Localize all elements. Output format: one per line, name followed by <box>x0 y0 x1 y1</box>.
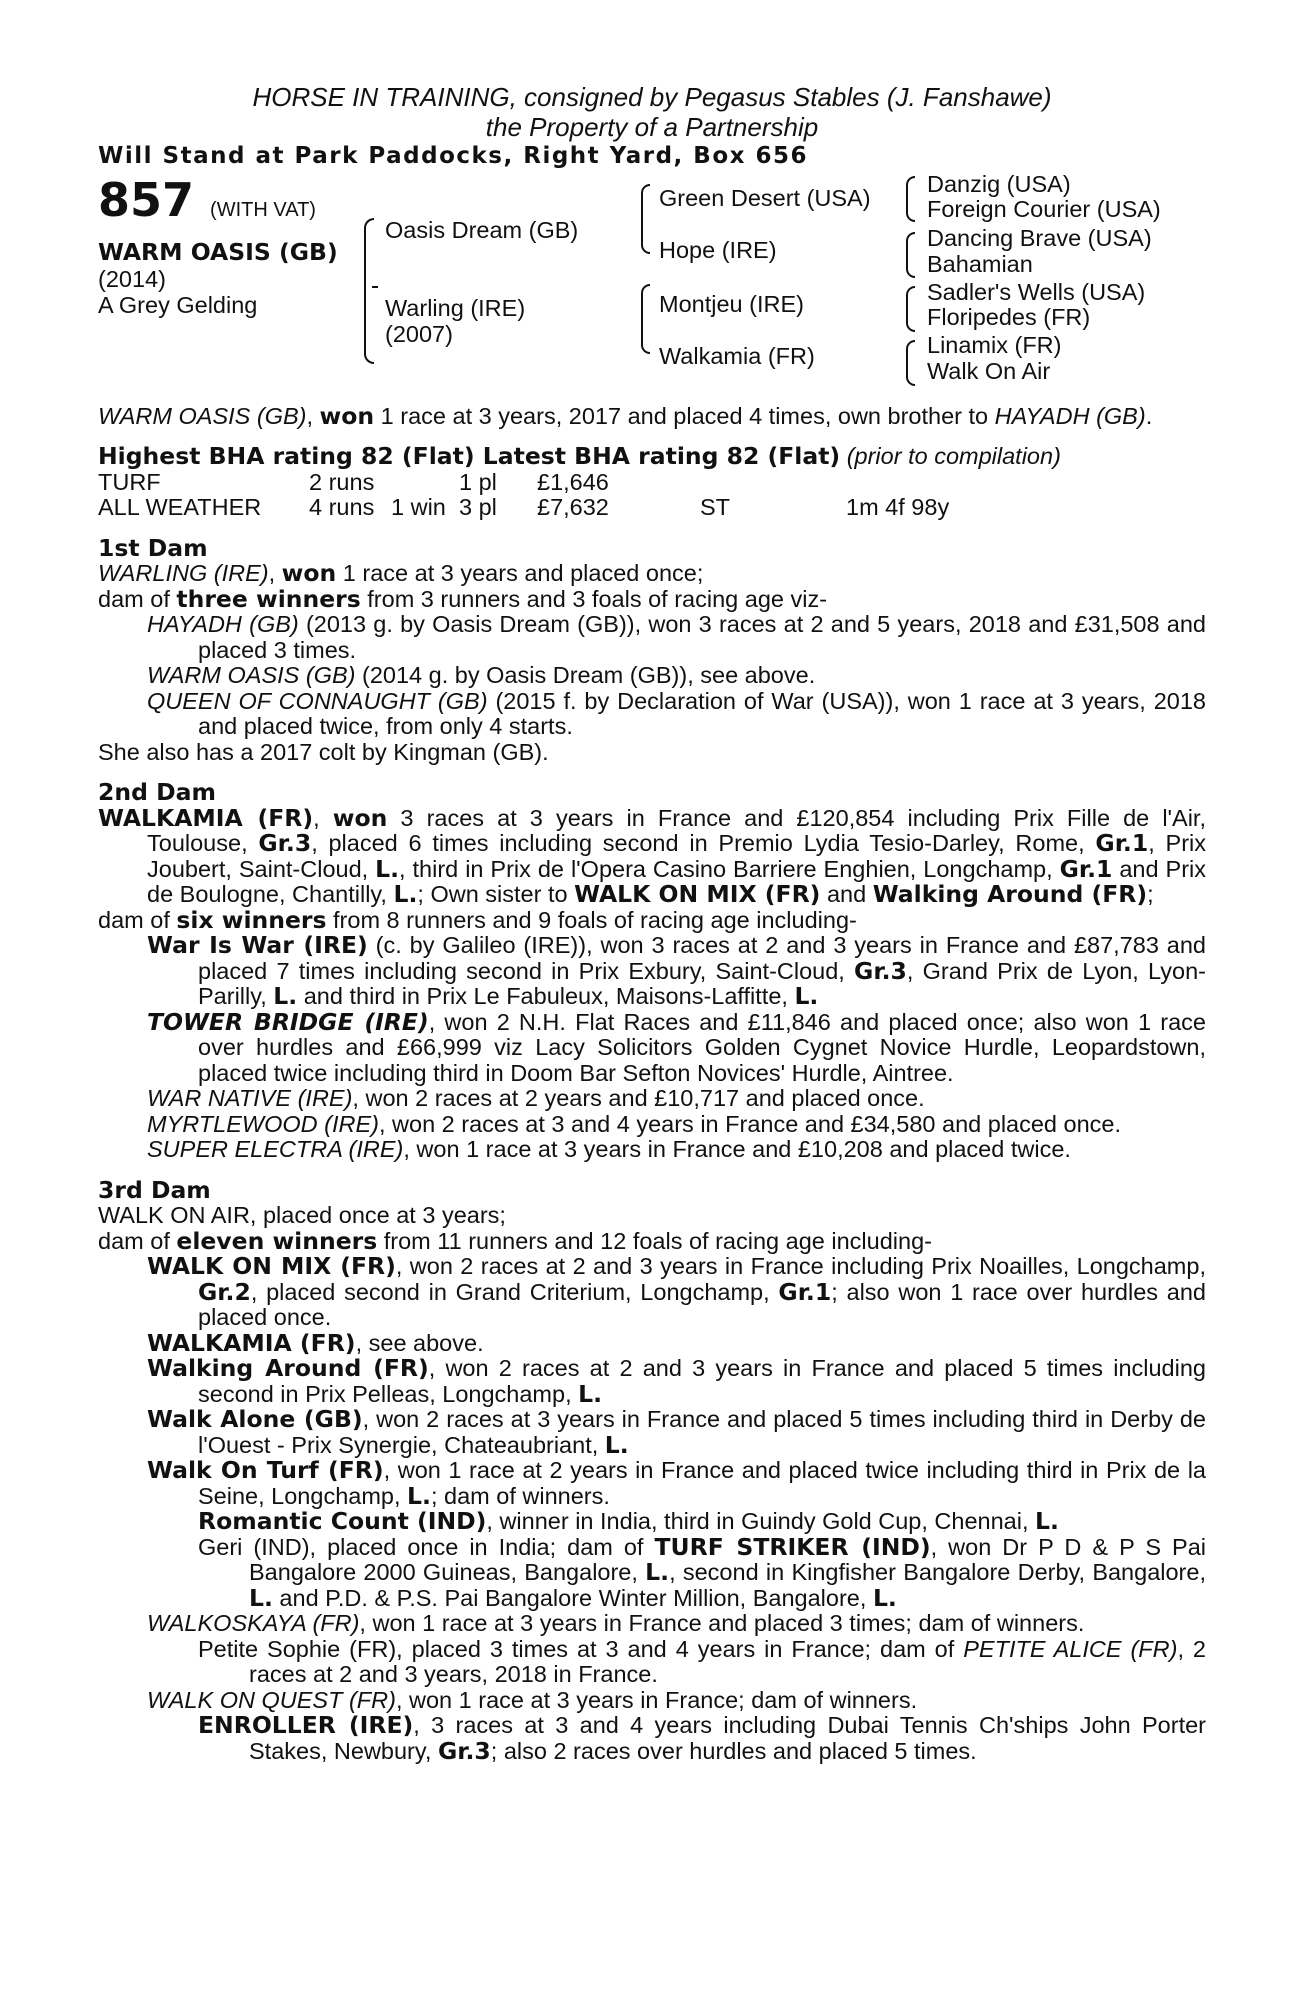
race-record-table <box>98 470 949 521</box>
horse-year: (2014) <box>98 265 166 292</box>
dam3-produce: dam of eleven winners from 11 runners and 12 foals of racing age including- <box>98 1226 932 1255</box>
sire-bracket-bottom <box>641 218 650 254</box>
section-heading: 1st Dam <box>98 533 208 562</box>
dam: Warling (IRE) <box>385 294 526 321</box>
vat-note: (WITH VAT) <box>210 198 316 221</box>
list-item: Petite Sophie (FR), placed 3 times at 3 and 4 years in France; dam of PETITE ALICE (FR), 2 races at 2 and 3 years, 2018 in France. <box>198 1635 1207 1687</box>
list-item: WAR NATIVE (IRE), won 2 races at 2 years and £10,717 and placed once. <box>147 1085 925 1111</box>
gen3-bracket-2 <box>906 232 915 256</box>
list-item: MYRTLEWOOD (IRE), won 2 races at 3 and 4 years in France and £34,580 and placed once. <box>147 1110 1122 1137</box>
dam1-produce: dam of three winners from 3 runners and 3 foals of racing age viz- <box>98 584 828 613</box>
property-line: the Property of a Partnership <box>485 112 819 142</box>
gen3-dsd: Floripedes (FR) <box>927 303 1091 330</box>
list-item: WALK ON QUEST (FR), won 1 race at 3 years in France; dam of winners. <box>147 1686 918 1713</box>
gen3-dds: Linamix (FR) <box>927 331 1062 358</box>
rating-section <box>98 444 1206 521</box>
list-item: Romantic Count (IND), winner in India, third in Guindy Gold Cup, Chennai, L. <box>198 1507 1059 1535</box>
list-item: War Is War (IRE) (c. by Galileo (IRE)), won 3 races at 2 and 3 years in France and £87,783 and placed 7 times including second in Prix Exbury, Saint-Cloud, Gr.3, Grand Prix de Lyon, Lyon-Parilly, L. and third in Prix Le Fabuleux, Maisons-Laffitte, L. <box>147 931 1206 1010</box>
gen3-ssd: Foreign Courier (USA) <box>927 195 1161 222</box>
list-item: SUPER ELECTRA (IRE), won 1 race at 3 years in France and £10,208 and placed twice. <box>147 1136 1071 1162</box>
list-item: WALKAMIA (FR), see above. <box>147 1328 484 1357</box>
dam-bracket-bottom <box>641 318 650 354</box>
third-dam-section <box>98 1175 1207 1765</box>
sire-sire: Green Desert (USA) <box>659 184 871 211</box>
list-item: HAYADH (GB) (2013 g. by Oasis Dream (GB)), won 3 races at 2 and 5 years, 2018 and £31,508 and placed 3 times. <box>147 611 1206 663</box>
second-dam-section <box>98 780 1206 1163</box>
gen3-bracket-4 <box>906 340 915 364</box>
first-dam-section <box>98 533 1207 766</box>
horse-name: WARM OASIS (GB) <box>98 237 338 266</box>
table-row: TURF 2 runs 1 pl £1,646 <box>98 468 609 495</box>
dam-dam: Walkamia (FR) <box>659 342 815 369</box>
gen3-sds: Dancing Brave (USA) <box>927 224 1152 251</box>
list-item: WALK ON MIX (FR), won 2 races at 2 and 3 years in France including Prix Noailles, Longchamp, Gr.2, placed second in Grand Criterium, Longchamp, Gr.1; also won 1 race over hurdles and placed once. <box>147 1252 1206 1330</box>
gen3-bracket-4b <box>906 362 915 386</box>
list-item: WARM OASIS (GB) (2014 g. by Oasis Dream (GB)), see above. <box>147 662 816 688</box>
dam-sire: Montjeu (IRE) <box>659 290 804 317</box>
list-item: TOWER BRIDGE (IRE), won 2 N.H. Flat Races and £11,846 and placed once; also won 1 race over hurdles and £66,999 viz Lacy Solicitors Golden Cygnet Novice Hurdle, Leopardstown, placed twice including third in Doom Bar Sefton Novices' Hurdle, Aintree. <box>147 1007 1206 1086</box>
gen3-sss: Danzig (USA) <box>927 170 1071 197</box>
lot-number: 857 (WITH VAT) <box>98 172 316 227</box>
list-item: WALKOSKAYA (FR), won 1 race at 3 years in France and placed 3 times; dam of winners. <box>147 1610 1085 1636</box>
horse-description: A Grey Gelding <box>98 291 258 318</box>
sire-bracket-top <box>641 184 650 220</box>
pedigree-bracket-top <box>364 218 374 292</box>
dam3-record: WALK ON AIR, placed once at 3 years; <box>98 1202 506 1228</box>
gen3-bracket-1 <box>906 176 915 200</box>
consignor-line: HORSE IN TRAINING, consigned by Pegasus Stables (J. Fanshawe) <box>252 82 1052 112</box>
dam1-record: WARLING (IRE), won 1 race at 3 years and placed once; <box>98 559 704 587</box>
list-item: ENROLLER (IRE), 3 races at 3 and 4 years including Dubai Tennis Ch'ships John Porter Stakes, Newbury, Gr.3; also 2 races over hurdles and placed 5 times. <box>198 1711 1206 1765</box>
gen3-sdd: Bahamian <box>927 250 1033 277</box>
list-item: Walk On Turf (FR), won 1 race at 2 years in France and placed twice including third in Prix de la Seine, Longchamp, L.; dam of winners. <box>147 1456 1206 1510</box>
list-item: Geri (IND), placed once in India; dam of TURF STRIKER (IND), won Dr P D & P S Pai Bangalore 2000 Guineas, Bangalore, L., second in Kingfisher Bangalore Derby, Bangalore, L. and P.D. & P.S. Pai Bangalore Winter Million, Bangalore, L. <box>198 1532 1206 1612</box>
stand-location: Will Stand at Park Paddocks, Right Yard, Box 656 <box>98 143 808 169</box>
list-item: She also has a 2017 colt by Kingman (GB). <box>98 738 549 765</box>
gen3-bracket-2b <box>906 254 915 278</box>
dam2-produce: dam of six winners from 8 runners and 9 foals of racing age including- <box>98 905 857 934</box>
dam2-record: WALKAMIA (FR), won 3 races at 3 years in France and £120,854 including Prix Fille de l'Air, Toulouse, Gr.3, placed 6 times including second in Premio Lydia Tesio-Darley, Rome, Gr.1, Prix Joubert, Saint-Cloud, L., third in Prix de l'Opera Casino Barriere Enghien, Longchamp, Gr.1 and Prix de Boulogne, Chantilly, L.; Own sister to WALK ON MIX (FR) and Walking Around (FR); <box>98 803 1206 908</box>
list-item: Walking Around (FR), won 2 races at 2 and 3 years in France and placed 5 times including second in Prix Pelleas, Longchamp, L. <box>147 1354 1206 1408</box>
gen3-ddd: Walk On Air <box>927 357 1051 384</box>
catalogue-page <box>98 82 1206 1764</box>
section-heading: 2nd Dam <box>98 778 216 806</box>
rating-line: Highest BHA rating 82 (Flat) Latest BHA rating 82 (Flat) (prior to compilation) <box>98 442 1061 470</box>
dam-bracket-top <box>641 284 650 320</box>
sire-dam: Hope (IRE) <box>659 236 777 263</box>
race-summary: WARM OASIS (GB), won 1 race at 3 years, 2017 and placed 4 times, own brother to HAYADH (GB). <box>98 401 1153 430</box>
pedigree-bracket-bottom <box>364 290 374 364</box>
gen3-dss: Sadler's Wells (USA) <box>927 278 1146 305</box>
dam-year: (2007) <box>385 320 453 347</box>
list-item: QUEEN OF CONNAUGHT (GB) (2015 f. by Declaration of War (USA)), won 1 race at 3 years, 2018 and placed twice, from only 4 starts. <box>147 687 1207 739</box>
pedigree-bracket-point <box>372 286 378 288</box>
gen3-bracket-1b <box>906 198 915 222</box>
list-item: Walk Alone (GB), won 2 races at 3 years in France and placed 5 times including third in Derby de l'Ouest - Prix Synergie, Chateaubriant, L. <box>147 1405 1206 1459</box>
pedigree-block <box>98 170 1206 400</box>
gen3-bracket-3 <box>906 286 915 310</box>
section-heading: 3rd Dam <box>98 1175 211 1204</box>
sire: Oasis Dream (GB) <box>385 216 579 243</box>
gen3-bracket-3b <box>906 308 915 332</box>
table-row: ALL WEATHER 4 runs 1 win 3 pl £7,632 ST 1m 4f 98y <box>98 494 950 520</box>
